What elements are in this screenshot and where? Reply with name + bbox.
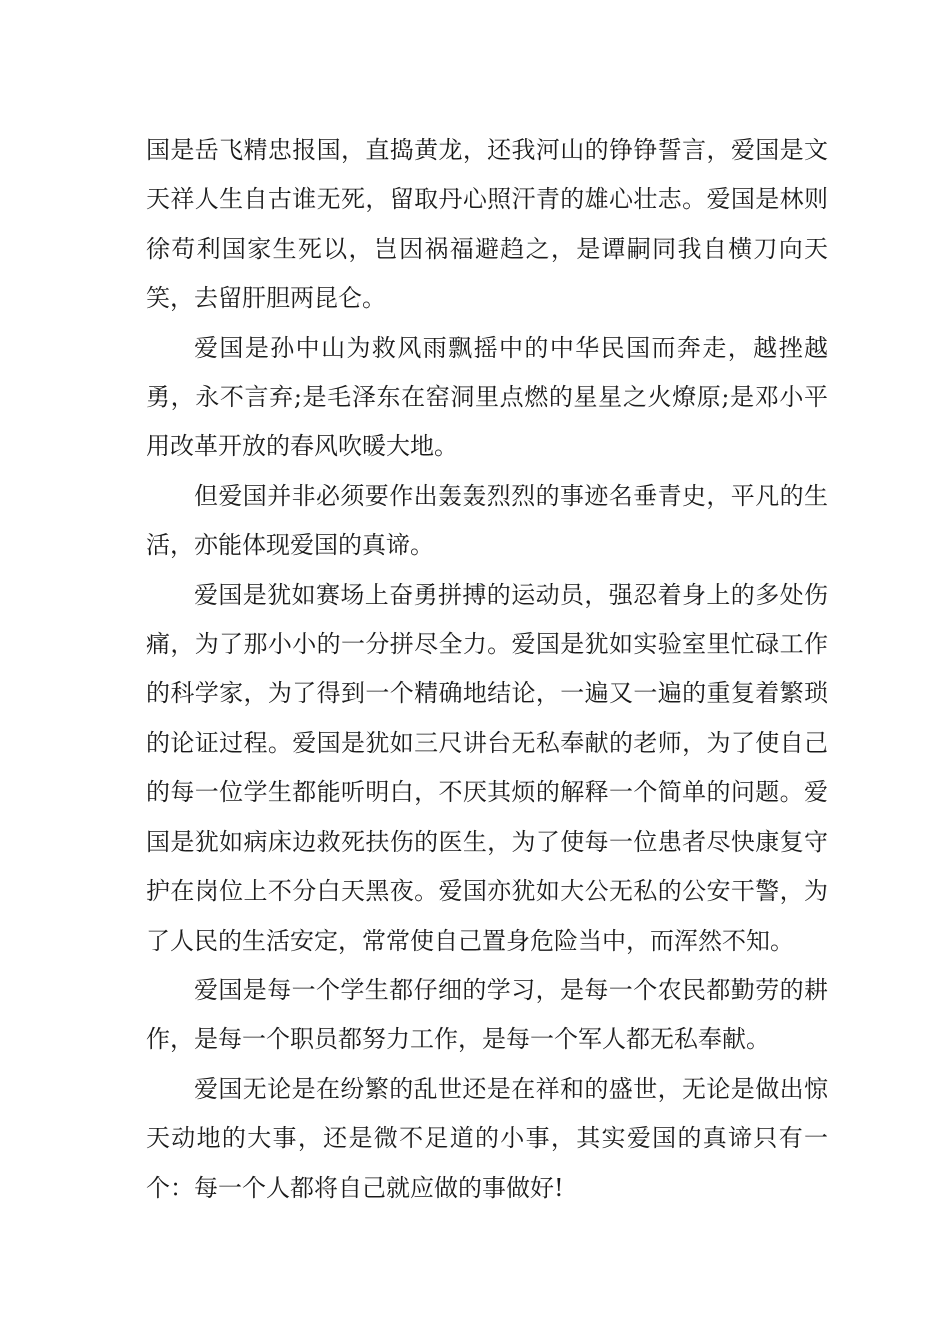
paragraph-3: 但爱国并非必须要作出轰轰烈烈的事迹名垂青史，平凡的生活，亦能体现爱国的真谛。	[146, 481, 828, 560]
paragraph-1: 国是岳飞精忠报国，直捣黄龙，还我河山的铮铮誓言，爱国是文天祥人生自古谁无死，留取丹心照汗青的雄心壮志。爱国是林则徐苟利国家生死以，岂因祸福避趋之，是谭嗣同我自横刀向天笑，去留肝胆两昆仑。	[146, 136, 828, 313]
essay-body	[146, 126, 828, 1213]
paragraph-4: 爱国是犹如赛场上奋勇拼搏的运动员，强忍着身上的多处伤痛，为了那小小的一分拼尽全力。爱国是犹如实验室里忙碌工作的科学家，为了得到一个精确地结论，一遍又一遍的重复着繁琐的论证过程。爱国是犹如三尺讲台无私奉献的老师，为了使自己的每一位学生都能听明白，不厌其烦的解释一个简单的问题。爱国是犹如病床边救死扶伤的医生，为了使每一位患者尽快康复守护在岗位上不分白天黑夜。爱国亦犹如大公无私的公安干警，为了人民的生活安定，常常使自己置身危险当中，而浑然不知。	[146, 580, 828, 955]
paragraph-5: 爱国是每一个学生都仔细的学习，是每一个农民都勤劳的耕作，是每一个职员都努力工作，是每一个军人都无私奉献。	[146, 975, 828, 1054]
paragraph-2: 爱国是孙中山为救风雨飘摇中的中华民国而奔走，越挫越勇，永不言弃;是毛泽东在窑洞里点燃的星星之火燎原;是邓小平用改革开放的春风吹暖大地。	[146, 333, 828, 461]
paragraph-6: 爱国无论是在纷繁的乱世还是在祥和的盛世，无论是做出惊天动地的大事，还是微不足道的小事，其实爱国的真谛只有一个：每一个人都将自己就应做的事做好!	[146, 1074, 828, 1202]
